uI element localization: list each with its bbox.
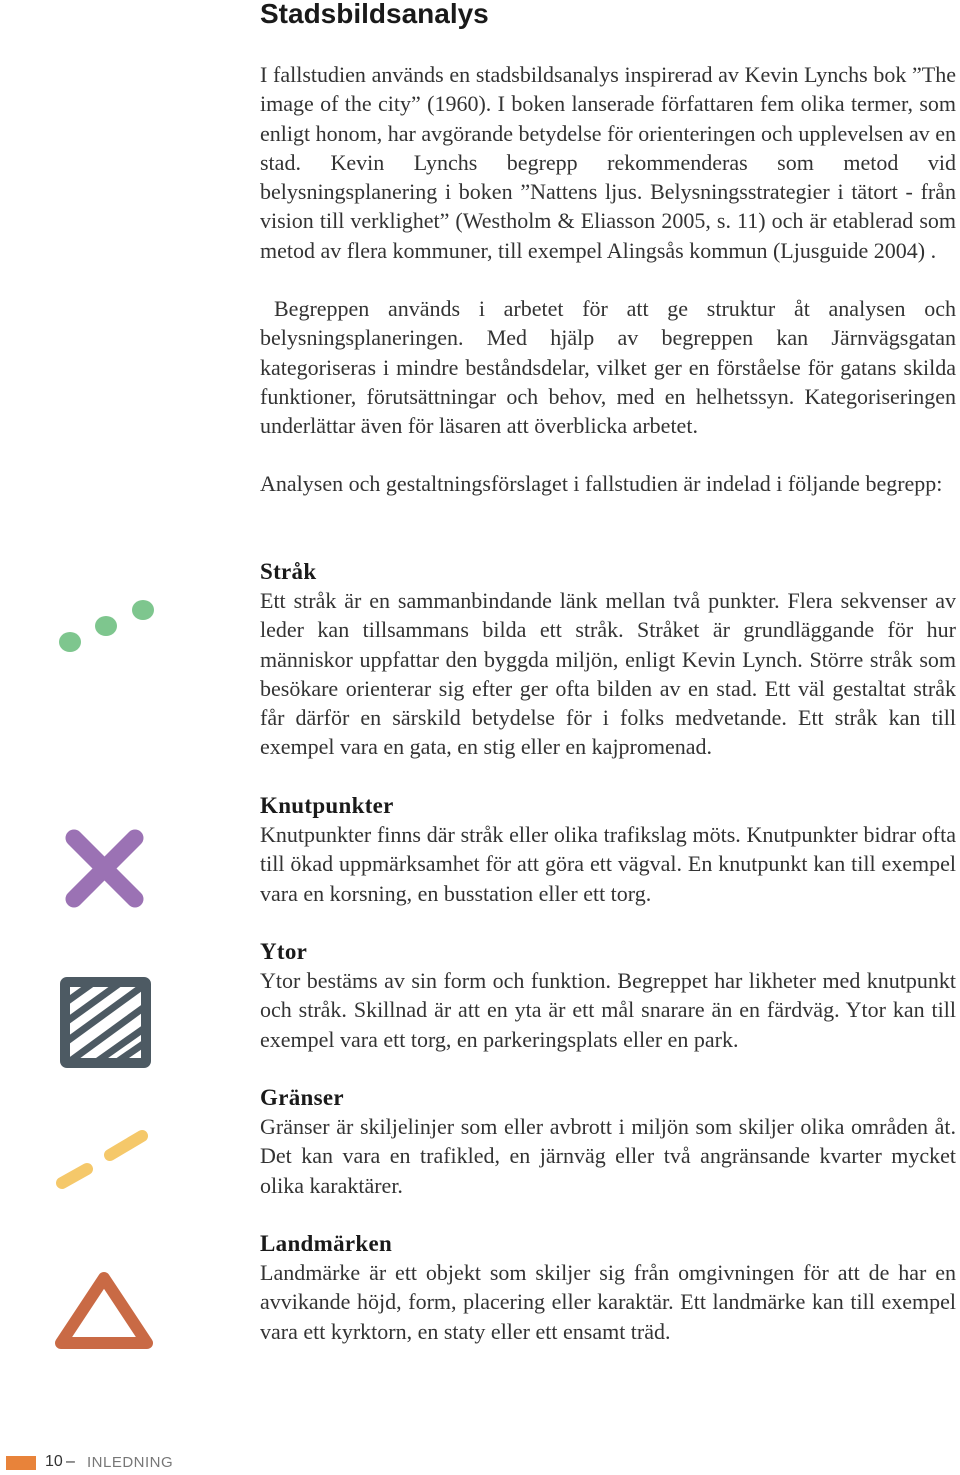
footer-separator: – — [66, 1453, 75, 1470]
page-footer — [0, 1452, 300, 1474]
section-heading: Knutpunkter — [260, 793, 394, 818]
hatched-square-icon — [58, 975, 153, 1070]
section-text: Landmärke är ett objekt som skiljer sig från omgivningen för att de har en avvikande höjd, form, placering eller karaktär. Ett landmärke kan till exempel vara ett kyrktorn, en staty eller ett ensamt träd. — [260, 1260, 956, 1344]
page-number: 10 — [45, 1453, 63, 1470]
footer-section-name: INLEDNING — [87, 1454, 174, 1471]
dashed-line-icon — [52, 1124, 152, 1194]
section-text: Ett stråk är en sammanbindande länk mellan två punkter. Flera sekvenser av leder kan tillsammans bilda ett stråk. Stråket är grundläggande för hur människor uppfattar den byggda miljön, enligt Kevin Lynch. Större stråk som besökare orienterar sig efter ger ofta bilden av en stad. Ett väl gestaltat stråk får därför en särskild betydelse för i folks medvetande. Ett stråk kan till exempel vara en gata, en stig eller en kajpromenad. — [260, 588, 956, 760]
section-heading: Landmärken — [260, 1231, 393, 1256]
dotted-path-icon — [50, 592, 165, 662]
section-strak — [260, 557, 956, 762]
section-landmarken — [260, 1229, 956, 1346]
section-granser — [260, 1083, 956, 1200]
intro-paragraph: I fallstudien används en stadsbildsanalys inspirerad av Kevin Lynchs bok ”The image of the city” (1960). I boken lanserade författaren fem olika termer, som enligt honom, har avgörande betydelse för orienteringen och upplevelsen av en stad. Kevin Lynchs begrepp rekommenderas som metod vid belysningsplanering i boken ”Nattens ljus. Belysningsstrategier i tätort - från vision till verklighet” (Westholm & Eliasson 2005, s. 11) och är etablerad som metod av flera kommuner, till exempel Alingsås kommun (Ljusguide 2004) . — [260, 62, 956, 263]
section-heading: Gränser — [260, 1085, 344, 1110]
section-text: Knutpunkter finns där stråk eller olika trafikslag möts. Knutpunkter bidrar ofta till ökad uppmärksamhet för att göra ett vägval. En knutpunkt kan till exempel vara en korsning, en busstation eller ett torg. — [260, 822, 956, 906]
footer-accent-bar — [6, 1456, 36, 1470]
page-title: Stadsbildsanalys — [260, 0, 489, 29]
section-heading: Stråk — [260, 559, 317, 584]
section-ytor — [260, 937, 956, 1054]
section-heading: Ytor — [260, 939, 308, 964]
triangle-icon — [52, 1268, 156, 1352]
section-text: Ytor bestäms av sin form och funktion. Begreppet har likheter med knutpunkt och stråk. Skillnad är att en yta är ett mål snarare än en färdväg. Ytor kan till exempel vara ett torg, en parkeringsplats eller en park. — [260, 968, 956, 1052]
second-paragraph: Begreppen används i arbetet för att ge struktur åt analysen och belysningsplaneringen. Med hjälp av begreppen kan Järnvägsgatan kategoriseras i mindre beståndsdelar, vilket ger en förståelse för gatans skilda funktioner, förutsättningar och behov, med en helhetssyn. Kategoriseringen underlättar även för läsaren att överblicka arbetet. — [260, 296, 956, 439]
cross-icon — [62, 826, 147, 911]
section-text: Gränser är skiljelinjer som eller avbrott i miljön som skiljer olika områden åt. Det kan vara en trafikled, en järnväg eller två angränsande kvarter mycket olika karaktärer. — [260, 1114, 956, 1198]
lead-paragraph: Analysen och gestaltningsförslaget i fallstudien är indelad i följande begrepp: — [260, 471, 943, 496]
section-knutpunkter — [260, 791, 956, 908]
